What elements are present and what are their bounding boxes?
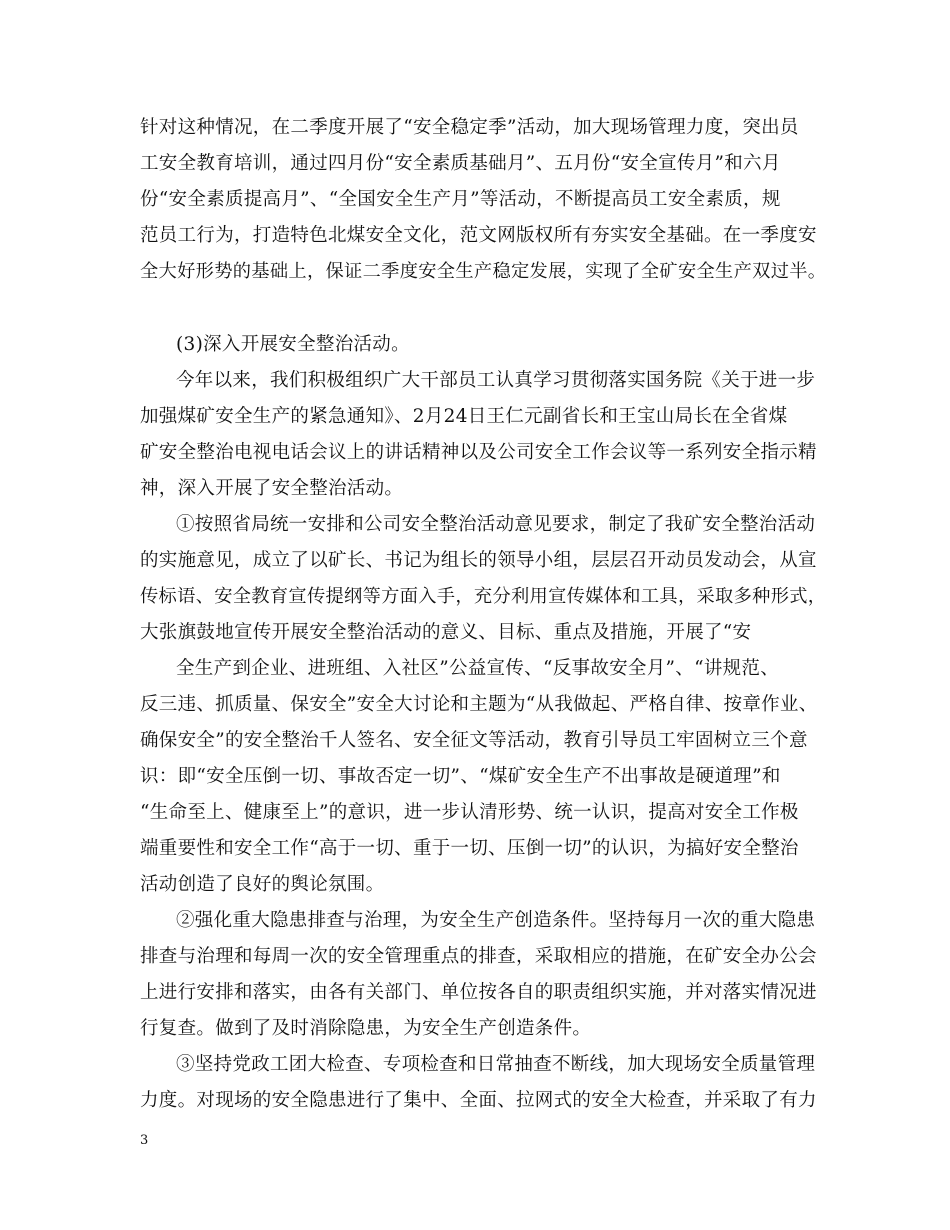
text-line: 大张旗鼓地宣传开展安全整治活动的意义、目标、重点及措施，开展了“安 [140, 622, 752, 643]
text-line: 范员工行为，打造特色北煤安全文化，范文网版权所有夯实安全基础。在一季度安 [140, 225, 817, 246]
text-line: 确保安全”的安全整治千人签名、安全征文等活动，教育引导员工牢固树立三个意 [140, 730, 808, 751]
text-line: 活动创造了良好的舆论氛围。 [140, 874, 385, 895]
text-line: 识：即“安全压倒一切、事故否定一切”、“煤矿安全生产不出事故是硬道理”和 [140, 766, 781, 787]
text-line: 工安全教育培训，通过四月份“安全素质基础月”、五月份“安全宣传月”和六月 [140, 153, 781, 174]
text-line: 传标语、安全教育宣传提纲等方面入手，充分利用宣传媒体和工具，采取多种形式， [140, 586, 827, 607]
text-line: 今年以来，我们积极组织广大干部员工认真学习贯彻落实国务院《关于进一步 [176, 370, 816, 391]
text-line: 份“安全素质提高月”、“全国安全生产月”等活动，不断提高员工安全素质，规 [140, 189, 781, 210]
text-line: 针对这种情况，在二季度开展了“安全稳定季”活动，加大现场管理力度，突出员 [140, 117, 799, 138]
text-line: 行复查。做到了及时消除隐患，为安全生产创造条件。 [140, 1018, 592, 1039]
text-line: 加强煤矿安全生产的紧急通知》、2月24日王仁元副省长和王宝山局长在全省煤 [140, 406, 788, 427]
text-line: 反三违、抓质量、保安全”安全大讨论和主题为“从我做起、严格自律、按章作业、 [140, 694, 818, 715]
text-line: 全生产到企业、进班组、入社区”公益宣传、“反事故安全月”、“讲规范、 [176, 658, 780, 679]
text-line: 神，深入开展了安全整治活动。 [140, 478, 404, 499]
text-line: ①按照省局统一安排和公司安全整治活动意见要求，制定了我矿安全整治活动 [176, 514, 816, 535]
page-number: 3 [140, 1133, 149, 1148]
text-line: 力度。对现场的安全隐患进行了集中、全面、拉网式的安全大检查，并采取了有力 [140, 1090, 817, 1111]
text-line: 矿安全整治电视电话会议上的讲话精神以及公司安全工作会议等一系列安全指示精 [140, 442, 817, 463]
text-line: ③坚持党政工团大检查、专项检查和日常抽查不断线，加大现场安全质量管理 [176, 1054, 816, 1075]
text-line: 排查与治理和每周一次的安全管理重点的排查，采取相应的措施，在矿安全办公会 [140, 946, 817, 967]
text-line: ②强化重大隐患排查与治理，为安全生产创造条件。坚持每月一次的重大隐患 [176, 910, 816, 931]
text-line: 全大好形势的基础上，保证二季度安全生产稳定发展，实现了全矿安全生产双过半。 [140, 261, 827, 282]
text-line: 端重要性和安全工作“高于一切、重于一切、压倒一切”的认识，为搞好安全整治 [140, 838, 799, 859]
text-line: 上进行安排和落实，由各有关部门、单位按各自的职责组织实施，并对落实情况进 [140, 982, 817, 1003]
text-line: 的实施意见，成立了以矿长、书记为组长的领导小组，层层召开动员发动会，从宣 [140, 550, 817, 571]
text-line: “生命至上、健康至上”的意识，进一步认清形势、统一认识，提高对安全工作极 [140, 802, 799, 823]
section-heading: (3)深入开展安全整治活动。 [176, 334, 410, 355]
